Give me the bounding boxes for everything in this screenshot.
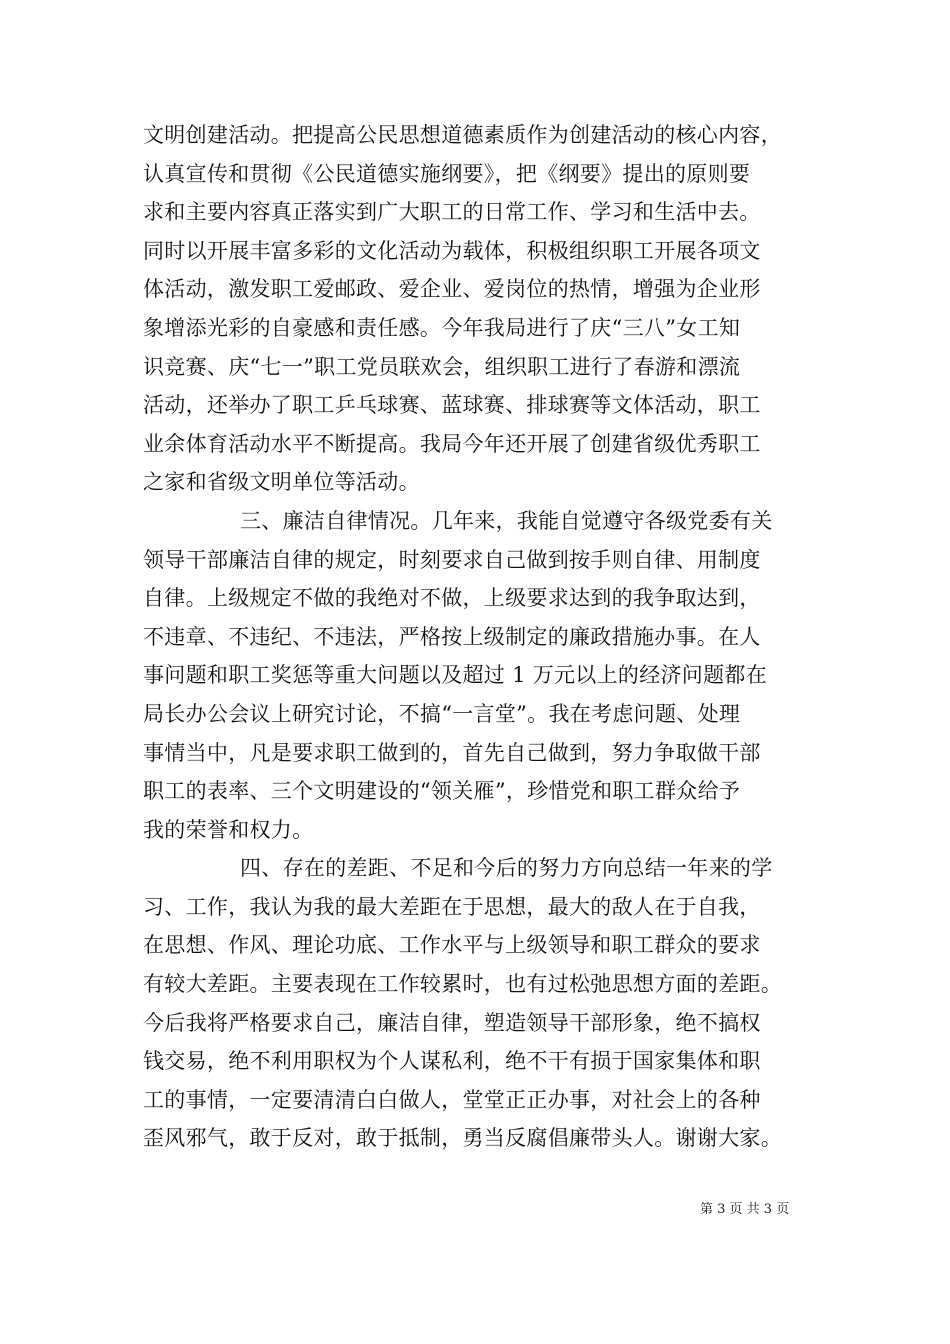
text-line: 事情当中，凡是要求职工做到的，首先自己做到，努力争取做干部	[143, 740, 761, 765]
text-line: 今后我将严格要求自己，廉洁自律，塑造领导干部形象，绝不搞权	[143, 1010, 761, 1035]
text-line: 象增添光彩的自豪感和责任感。今年我局进行了庆“三八”女工知	[143, 315, 741, 340]
text-line: 活动，还举办了职工乒乓球赛、蓝球赛、排球赛等文体活动，职工	[143, 393, 761, 418]
text-line: 求和主要内容真正落实到广大职工的日常工作、学习和生活中去。	[143, 200, 761, 225]
text-line: 我的荣誉和权力。	[143, 817, 314, 842]
text-line: 自律。上级规定不做的我绝对不做，上级要求达到的我争取达到，	[143, 586, 761, 611]
paragraph-3	[143, 849, 818, 1158]
page-number-footer: 第 3 页 共 3 页	[700, 1202, 790, 1217]
text-line: 习、工作，我认为我的最大差距在于思想，最大的敌人在于自我，	[143, 894, 761, 919]
text-line: 局长办公会议上研究讨论，不搞“一言堂”。我在考虑问题、处理	[143, 701, 741, 726]
text-line: 业余体育活动水平不断提高。我局今年还开展了创建省级优秀职工	[143, 431, 761, 456]
text-line: 工的事情，一定要清清白白做人，堂堂正正办事，对社会上的各种	[143, 1087, 761, 1112]
text-line: 认真宣传和贯彻《公民道德实施纲要》，把《纲要》提出的原则要	[143, 161, 751, 186]
text-line: 识竞赛、庆“七一”职工党员联欢会，组织职工进行了春游和漂流	[143, 354, 741, 379]
text-line: 歪风邪气，敢于反对，敢于抵制，勇当反腐倡廉带头人。谢谢大家。	[143, 1126, 782, 1151]
text-line: 四、存在的差距、不足和今后的努力方向总结一年来的学	[240, 856, 773, 881]
text-line: 领导干部廉洁自律的规定，时刻要求自己做到按手则自律、用制度	[143, 547, 761, 572]
text-line: 在思想、作风、理论功底、工作水平与上级领导和职工群众的要求	[143, 933, 761, 958]
paragraph-2	[143, 502, 818, 849]
text-line: 钱交易，绝不利用职权为个人谋私利，绝不干有损于国家集体和职	[143, 1049, 761, 1074]
text-line: 体活动，激发职工爱邮政、爱企业、爱岗位的热情，增强为企业形	[143, 277, 761, 302]
text-line: 同时以开展丰富多彩的文化活动为载体，积极组织职工开展各项文	[143, 238, 761, 263]
text-line: 事问题和职工奖惩等重大问题以及超过 1 万元以上的经济问题都在	[143, 663, 768, 688]
text-line: 不违章、不违纪、不违法，严格按上级制定的廉政措施办事。在人	[143, 624, 761, 649]
text-line: 有较大差距。主要表现在工作较累时，也有过松弛思想方面的差距。	[143, 972, 782, 997]
text-line: 之家和省级文明单位等活动。	[143, 470, 420, 495]
text-line: 文明创建活动。把提高公民思想道德素质作为创建活动的核心内容，	[143, 123, 782, 147]
paragraph-1	[143, 116, 818, 502]
document-body	[143, 116, 818, 1158]
text-line: 三、廉洁自律情况。几年来，我能自觉遵守各级党委有关	[240, 508, 773, 533]
text-line: 职工的表率、三个文明建设的“领关雁”，珍惜党和职工群众给予	[143, 779, 741, 804]
